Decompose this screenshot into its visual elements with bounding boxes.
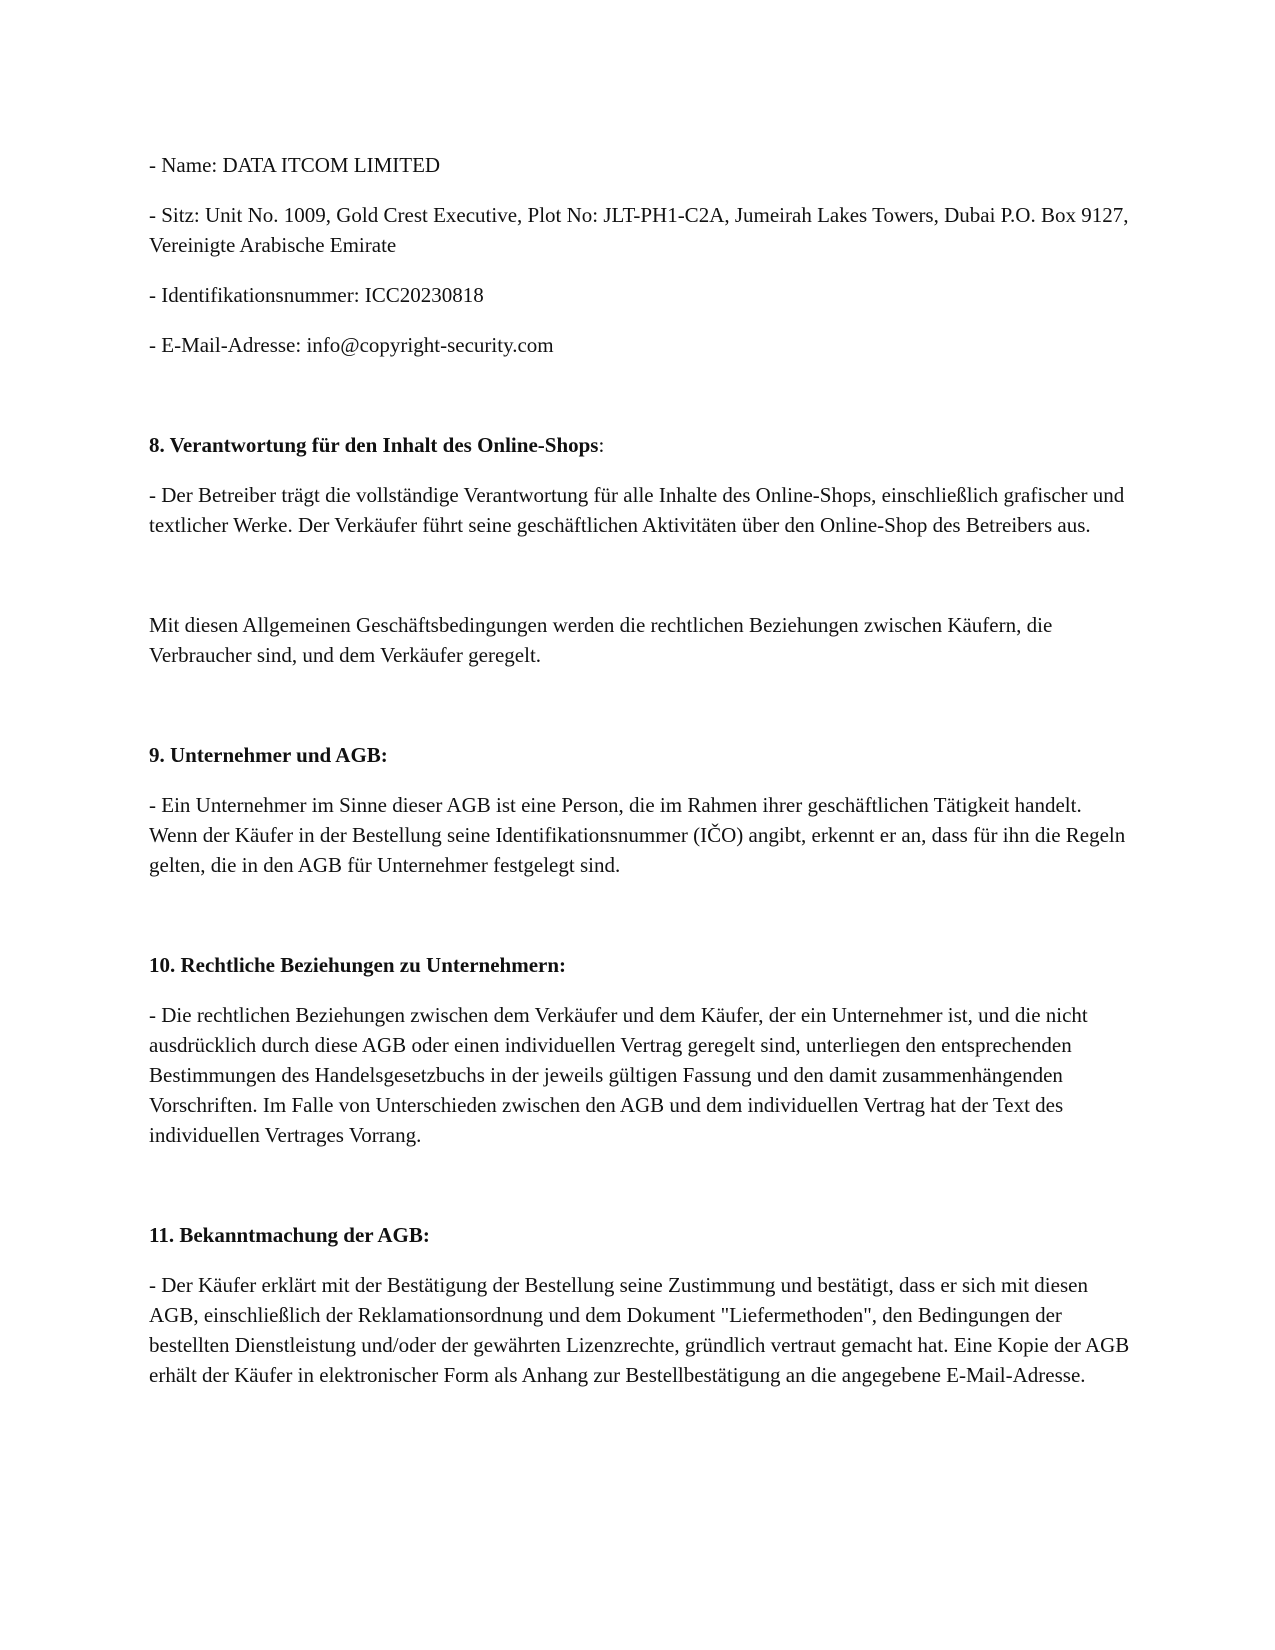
- company-name-line: - Name: DATA ITCOM LIMITED: [149, 153, 441, 177]
- section-8-heading: [149, 430, 1134, 460]
- section-8-heading-text: 8. Verantwortung für den Inhalt des Online-Shops: [149, 433, 599, 457]
- company-id-line: - Identifikationsnummer: ICC20230818: [149, 283, 484, 307]
- document-body: [149, 150, 1134, 1390]
- company-email-line: - E-Mail-Adresse: info@copyright-security.com: [149, 333, 554, 357]
- section-8-heading-colon: :: [598, 433, 605, 457]
- section-10-heading: [149, 950, 1134, 980]
- section-11-heading-text: 11. Bekanntmachung der AGB:: [149, 1223, 430, 1247]
- section-11-heading: [149, 1220, 1134, 1250]
- section-9-heading-text: 9. Unternehmer und AGB:: [149, 743, 388, 767]
- intro-paragraph: Mit diesen Allgemeinen Geschäftsbedingungen werden die rechtlichen Beziehungen zwischen Käufern, die Verbraucher sind, und dem Verkäufer geregelt.: [149, 613, 1053, 667]
- company-seat-line: - Sitz: Unit No. 1009, Gold Crest Executive, Plot No: JLT-PH1-C2A, Jumeirah Lakes Towers, Dubai P.O. Box 9127, Vereinigte Arabische Emirate: [149, 203, 1129, 257]
- section-8-text: - Der Betreiber trägt die vollständige Verantwortung für alle Inhalte des Online-Shops, einschließlich grafischer und textlicher Werke. Der Verkäufer führt seine geschäftlichen Aktivitäten über den Online-Shop des Betreibers aus.: [149, 483, 1125, 537]
- section-10-text: - Die rechtlichen Beziehungen zwischen dem Verkäufer und dem Käufer, der ein Unternehmer ist, und die nicht ausdrücklich durch diese AGB oder einen individuellen Vertrag geregelt sind, unterliegen den entsprechenden Bestimmungen des Handelsgesetzbuchs in der jeweils gültigen Fassung und den damit zusammenhängenden Vorschriften. Im Falle von Unterschieden zwischen den AGB und dem individuellen Vertrag hat der Text des individuellen Vertrages Vorrang.: [149, 1003, 1088, 1147]
- section-9-text: - Ein Unternehmer im Sinne dieser AGB ist eine Person, die im Rahmen ihrer geschäftlichen Tätigkeit handelt. Wenn der Käufer in der Bestellung seine Identifikationsnummer (IČO) angibt, erkennt er an, dass für ihn die Regeln gelten, die in den AGB für Unternehmer festgelegt sind.: [149, 793, 1126, 877]
- section-9-heading: [149, 740, 1134, 770]
- section-10-heading-text: 10. Rechtliche Beziehungen zu Unternehmern:: [149, 953, 567, 977]
- section-11-text: - Der Käufer erklärt mit der Bestätigung der Bestellung seine Zustimmung und bestätigt, dass er sich mit diesen AGB, einschließlich der Reklamationsordnung und dem Dokument "Liefermethoden", den Bedingungen der bestellten Dienstleistung und/oder der gewährten Lizenzrechte, gründlich vertraut gemacht hat. Eine Kopie der AGB erhält der Käufer in elektronischer Form als Anhang zur Bestellbestätigung an die angegebene E-Mail-Adresse.: [149, 1273, 1130, 1387]
